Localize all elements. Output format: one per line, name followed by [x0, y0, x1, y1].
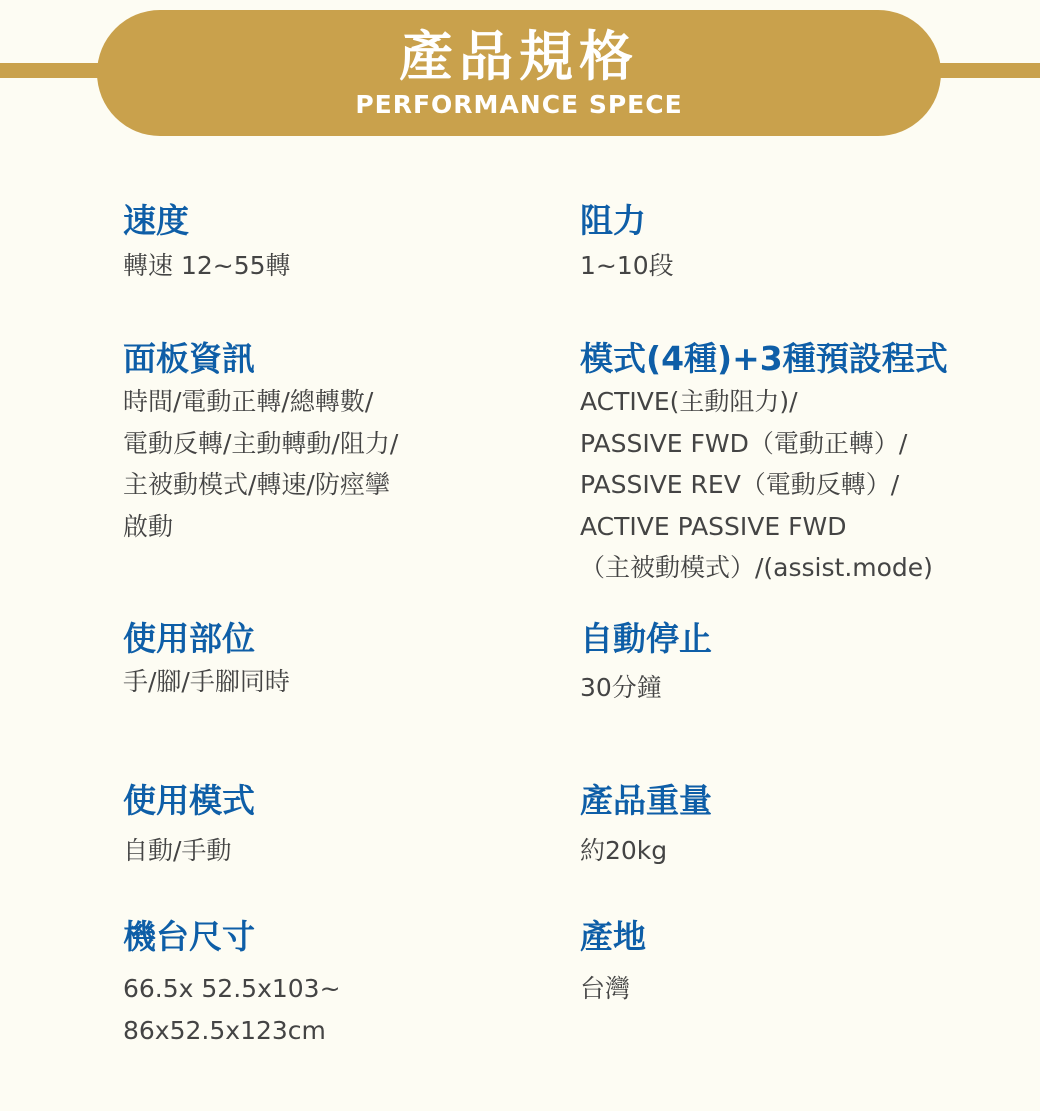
spec-resistance: [580, 199, 1000, 287]
spec-dimensions: [123, 915, 543, 1051]
spec-label: 使用部位: [123, 619, 255, 658]
spec-label: 產地: [580, 917, 646, 956]
page-subtitle: PERFORMANCE SPECE: [355, 90, 683, 119]
spec-value: 啟動: [123, 511, 174, 541]
spec-value: PASSIVE FWD（電動正轉）/: [580, 428, 908, 458]
spec-value: 時間/電動正轉/總轉數/: [123, 387, 374, 416]
spec-value: 手/腳/手腳同時: [123, 667, 290, 696]
spec-label: 產品重量: [580, 781, 712, 820]
spec-value: 約20kg: [580, 836, 668, 865]
spec-panel-info: [123, 337, 543, 547]
page-title: 產品規格: [399, 25, 639, 88]
spec-label: 面板資訊: [123, 339, 255, 378]
spec-weight: [580, 779, 1000, 872]
spec-origin: [580, 915, 1000, 1010]
spec-auto-stop: [580, 617, 1000, 709]
spec-label: 機台尺寸: [123, 917, 255, 956]
spec-value: 66.5x 52.5x103~: [123, 974, 341, 1003]
spec-value: ACTIVE PASSIVE FWD: [580, 511, 847, 541]
spec-body-part: [123, 617, 543, 703]
spec-value: 30分鐘: [580, 673, 662, 702]
spec-label: 阻力: [580, 201, 646, 240]
header-pill: [97, 10, 941, 136]
spec-value: 自動/手動: [123, 836, 232, 865]
spec-value: 86x52.5x123cm: [123, 1015, 326, 1045]
spec-speed: [123, 199, 543, 287]
spec-value: 轉速 12~55轉: [123, 251, 291, 280]
spec-value: 1~10段: [580, 251, 674, 280]
spec-modes: [580, 337, 1000, 589]
spec-value: ACTIVE(主動阻力)/: [580, 387, 798, 416]
spec-value: PASSIVE REV（電動反轉）/: [580, 470, 900, 499]
spec-value: 主被動模式/轉速/防痙攣: [123, 470, 390, 499]
spec-label: 速度: [123, 201, 189, 240]
spec-use-mode: [123, 779, 543, 872]
spec-label: 模式(4種)+3種預設程式: [580, 339, 948, 378]
spec-label: 使用模式: [123, 781, 255, 820]
spec-value: （主被動模式）/(assist.mode): [580, 553, 933, 582]
spec-value: 台灣: [580, 974, 631, 1003]
spec-label: 自動停止: [580, 619, 712, 658]
spec-value: 電動反轉/主動轉動/阻力/: [123, 428, 399, 458]
